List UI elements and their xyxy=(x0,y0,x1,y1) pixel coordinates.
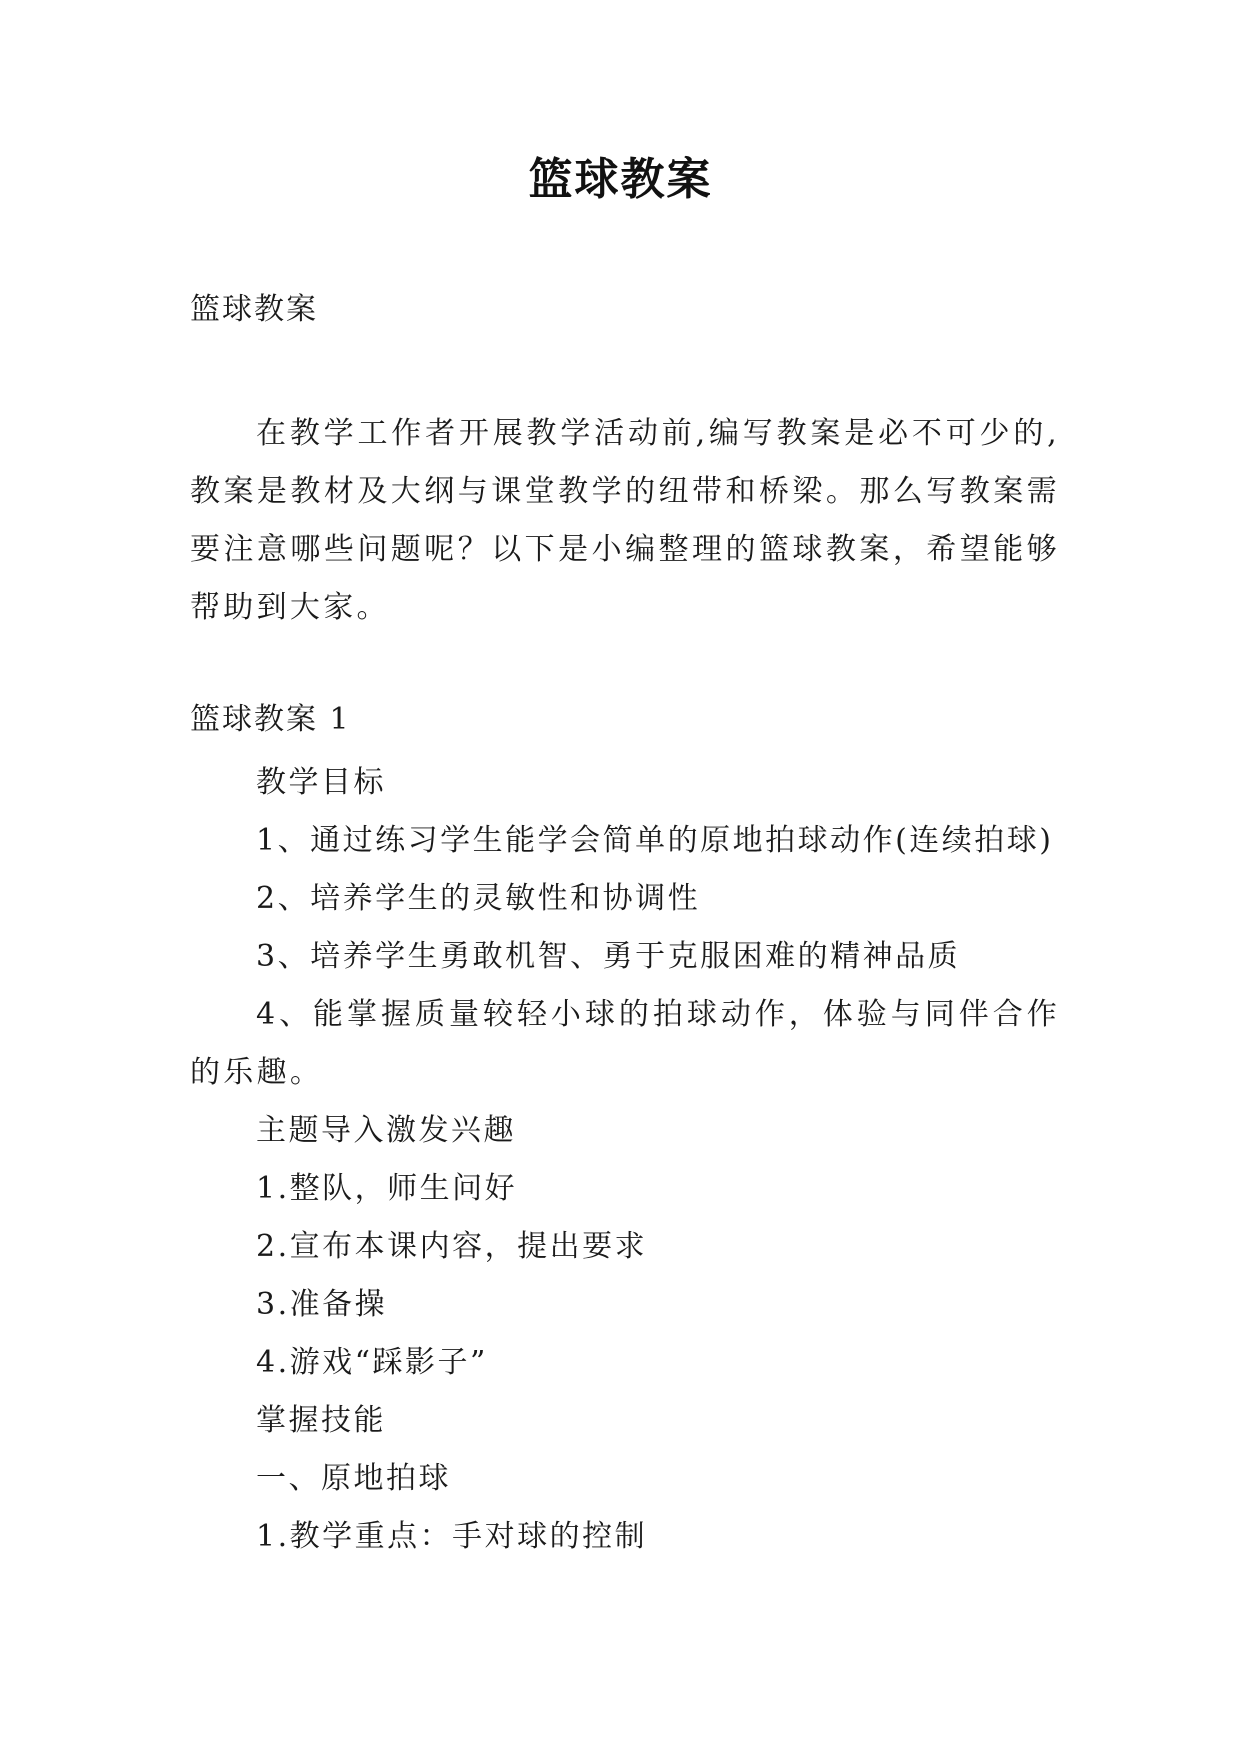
intro-activity-heading: 主题导入激发兴趣 xyxy=(256,1113,516,1148)
intro-paragraph: 在教学工作者开展教学活动前,编写教案是必不可少的,教案是教材及大纲与课堂教学的纽带和桥梁。那么写教案需要注意哪些问题呢？以下是小编整理的篮球教案，希望能够帮助到大家。 xyxy=(190,416,1060,625)
skill-section-1: 一、原地拍球 xyxy=(256,1461,451,1496)
intro-step-2: 2.宣布本课内容，提出要求 xyxy=(256,1229,648,1264)
objective-item-3: 3、培养学生勇敢机智、勇于克服困难的精神品质 xyxy=(256,939,961,974)
intro-step-4: 4.游戏“踩影子” xyxy=(256,1345,488,1380)
intro-step-3: 3.准备操 xyxy=(256,1287,388,1322)
section-heading: 篮球教案 1 xyxy=(190,702,351,737)
section-content xyxy=(190,754,1060,1566)
intro-step-1: 1.整队，师生问好 xyxy=(256,1171,518,1206)
document-subtitle: 篮球教案 xyxy=(190,292,318,327)
objective-item-1: 1、通过练习学生能学会简单的原地拍球动作(连续拍球) xyxy=(256,823,1054,858)
skills-heading: 掌握技能 xyxy=(256,1403,386,1438)
document-title: 篮球教案 xyxy=(528,154,713,205)
objective-item-2: 2、培养学生的灵敏性和协调性 xyxy=(256,881,701,916)
skill-key-point: 1.教学重点：手对球的控制 xyxy=(256,1519,648,1554)
objective-item-4: 4、能掌握质量较轻小球的拍球动作，体验与同伴合作的乐趣。 xyxy=(190,997,1060,1090)
objectives-heading: 教学目标 xyxy=(256,765,386,800)
